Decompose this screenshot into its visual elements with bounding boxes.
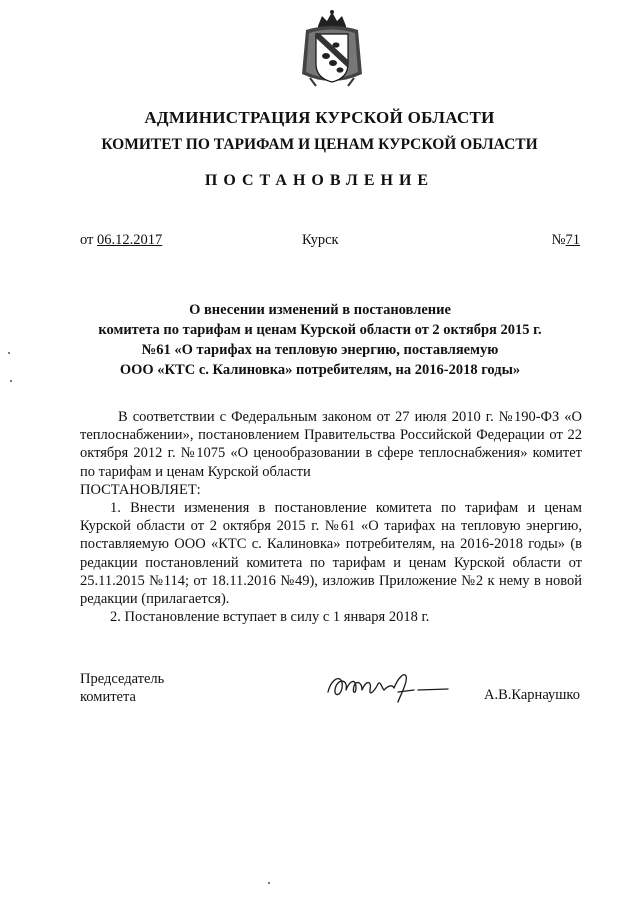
date-value: 06.12.2017 xyxy=(97,232,163,248)
document-body xyxy=(80,408,582,626)
signature-block xyxy=(80,670,580,710)
number-prefix: № xyxy=(551,232,566,248)
coat-of-arms-icon xyxy=(296,8,368,90)
subject-line: О внесении изменений в постановление xyxy=(189,302,451,318)
resolves-heading: ПОСТАНОВЛЯЕТ: xyxy=(80,481,201,498)
number-value: 71 xyxy=(565,232,580,248)
signatory-name: А.В.Карнаушко xyxy=(484,687,580,703)
scan-speck xyxy=(10,380,12,382)
document-subject xyxy=(60,300,580,380)
subject-line: ООО «КТС с. Калиновка» потребителям, на 2016-2018 годы» xyxy=(119,362,521,378)
preamble-paragraph: В соответствии с Федеральным законом от 27 июля 2010 г. №190-ФЗ «О теплоснабжении», постановлением Правительства Российской Федерации от 22 октября 2012 г. №1075 «О ценообразовании в сфере теплоснабжения» комитет по тарифам и ценам Курской области xyxy=(80,409,582,480)
signatory-title-line: Председатель xyxy=(80,671,165,687)
subject-line: №61 «О тарифах на тепловую энергию, поставляемую xyxy=(141,342,499,358)
document-date xyxy=(80,232,162,249)
scan-speck xyxy=(8,352,10,354)
signatory-title-line: комитета xyxy=(80,689,136,705)
scan-speck xyxy=(268,882,270,884)
committee-title: КОМИТЕТ ПО ТАРИФАМ И ЦЕНАМ КУРСКОЙ ОБЛАСТИ xyxy=(101,136,538,153)
resolution-item-1: 1. Внести изменения в постановление комитета по тарифам и ценам Курской области от 2 октября 2015 г. №61 «О тарифах на тепловую энергию, поставляемую ООО «КТС с. Калиновка» потребителям, на 2016-2018 годы» (в редакции постановлений комитета по тарифам и ценам Курской области от 25.11.2015 №114; от 18.11.2016 №49), изложив Приложение №2 к нему в новой редакции (прилагается). xyxy=(80,500,582,608)
document-city: Курск xyxy=(302,232,339,248)
date-prefix: от xyxy=(80,232,98,248)
document-type: ПОСТАНОВЛЕНИЕ xyxy=(204,172,435,189)
subject-line: комитета по тарифам и ценам Курской области от 2 октября 2015 г. xyxy=(98,322,542,338)
handwritten-signature xyxy=(322,666,452,706)
document-number xyxy=(552,232,580,249)
resolution-item-2: 2. Постановление вступает в силу с 1 января 2018 г. xyxy=(110,609,430,626)
signatory-title xyxy=(80,670,164,706)
document-meta xyxy=(80,232,580,252)
organization-title: АДМИНИСТРАЦИЯ КУРСКОЙ ОБЛАСТИ xyxy=(144,108,495,127)
